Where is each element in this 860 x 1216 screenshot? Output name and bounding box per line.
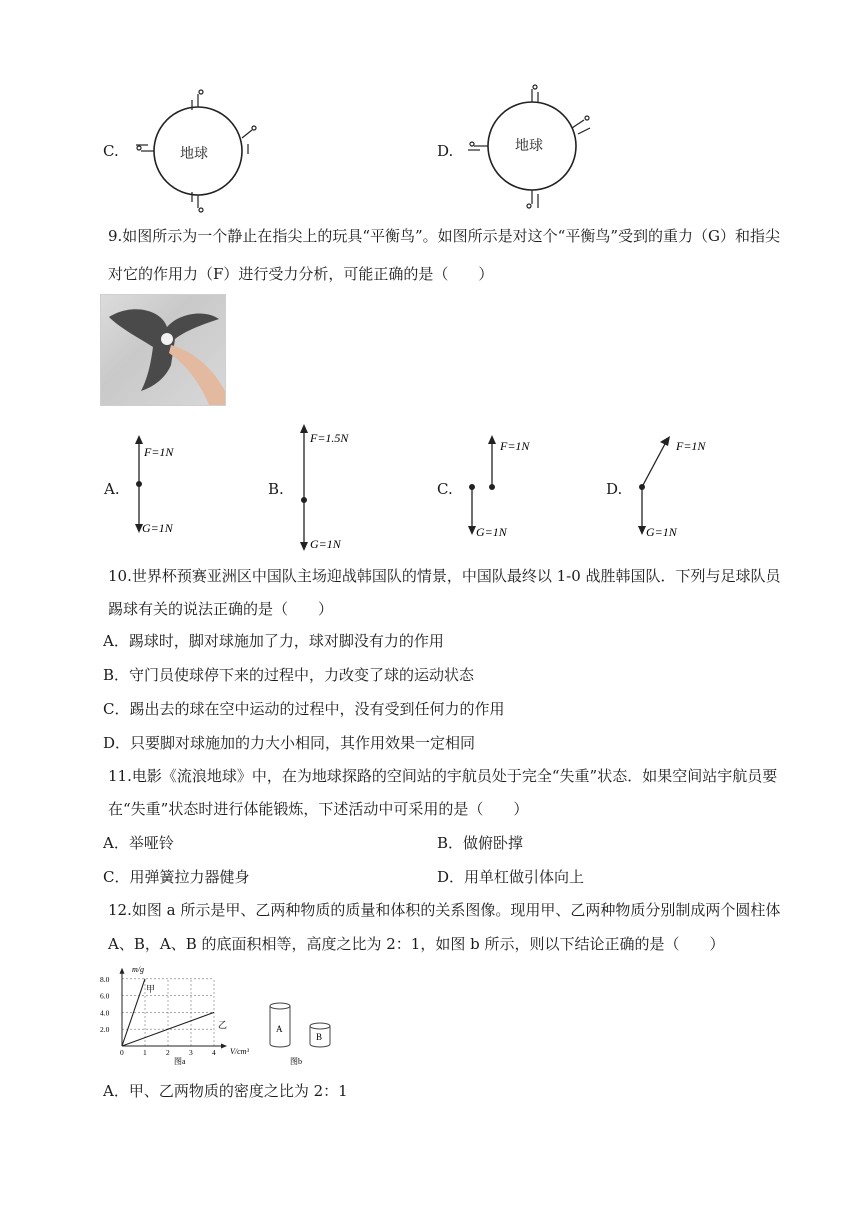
bird-head [161,333,173,345]
q12-stem-line1: 12.如图 a 所示是甲、乙两种物质的质量和体积的关系图像。现用甲、乙两种物质分别制成两个圆柱体 [108,901,781,919]
x-tick-label: 0 [120,1048,124,1057]
y-axis-arrow [120,968,125,974]
q10-stem-line2: 踢球有关的说法正确的是（ ） [108,600,334,618]
q11-option-c: C．用弹簧拉力器健身 [103,868,250,886]
q9-option-c-diagram [462,432,552,542]
force-g-label: G=1N [646,525,677,539]
force-f-label: F=1.5N [310,431,349,445]
q10-option-d: D．只要脚对球施加的力大小相同，其作用效果一定相同 [103,734,476,752]
cylinder-a-label: A [276,1024,283,1034]
q12-stem-line2: A、B，A、B 的底面积相等，高度之比为 2：1，如图 b 所示，则以下结论正确的是（ ） [108,935,725,953]
q11-option-d: D．用单杠做引体向上 [437,868,585,886]
chart-x-axis-label: V/cm³ [230,1047,249,1056]
person-left-icon [468,142,488,150]
figure-a-caption: 图a [174,1057,186,1066]
x-tick-label: 3 [189,1048,193,1057]
q9-option-a-label: A. [104,480,120,498]
q12-option-a: A．甲、乙两物质的密度之比为 2：1 [103,1082,348,1100]
balance-bird-photo [100,294,226,406]
q9-option-d-label: D. [606,480,623,498]
chart-axes [120,968,228,1049]
q11-stem-line2: 在“失重”状态时进行体能锻炼，下述活动中可采用的是（ ） [108,800,529,818]
person-right-icon [572,116,590,134]
q9-stem-line1: 9.如图所示为一个静止在指尖上的玩具“平衡鸟”。如图所示是对这个“平衡鸟”受到的重力（G）和指尖 [108,227,780,245]
figure-b-caption: 图b [290,1057,302,1066]
series-jia-label: 甲 [146,984,156,994]
q9-option-d-diagram [630,432,720,542]
cylinder-b-label: B [316,1032,323,1042]
q10-option-c: C．踢出去的球在空中运动的过程中，没有受到任何力的作用 [103,700,505,718]
y-tick-label: 2.0 [100,1025,110,1035]
earth-label: 地球 [180,147,208,162]
person-left-icon [136,145,154,151]
q10-stem-line1: 10.世界杯预赛亚洲区中国队主场迎战韩国队的情景，中国队最终以 1-0 战胜韩国队．下列与足球队员 [108,567,781,585]
q8-option-c-label: C. [103,142,119,160]
balance-bird-image [101,295,225,405]
cylinders-figure [262,998,342,1068]
mass-volume-chart [98,962,278,1068]
earth-label: 地球 [515,139,543,154]
q10-option-a: A．踢球时，脚对球施加了力，球对脚没有力的作用 [103,632,444,650]
q9-option-a-diagram [126,432,196,542]
series-jia-line [122,979,145,1046]
q8-option-d-diagram [462,84,602,212]
x-tick-label: 1 [143,1048,147,1057]
q9-option-b-label: B. [268,480,284,498]
force-g-label: G=1N [310,537,341,551]
y-tick-label: 6.0 [100,991,110,1001]
x-tick-label: 2 [166,1048,170,1057]
finger [169,345,225,405]
q11-option-a: A．举哑铃 [103,834,174,852]
chart-y-axis-label: m/g [132,965,144,974]
series-yi-label: 乙 [218,1020,228,1030]
q9-option-c-label: C. [437,480,453,498]
y-tick-label: 4.0 [100,1008,110,1018]
force-g-label: G=1N [476,525,507,539]
y-tick-label: 8.0 [100,974,110,984]
person-right-icon [242,126,256,154]
chart-ticks [100,975,216,1057]
q11-option-b: B．做俯卧撑 [437,834,524,852]
force-f-label: F=1N [144,445,174,459]
q9-stem-line2: 对它的作用力（F）进行受力分析，可能正确的是（ ） [108,265,494,283]
person-top-icon [532,85,538,102]
q8-option-d-label: D. [437,142,454,160]
q11-stem-line1: 11.电影《流浪地球》中，在为地球探路的空间站的宇航员处于完全“失重”状态．如果空间站宇航员要 [108,767,778,785]
q9-option-b-diagram [292,420,372,554]
q10-option-b: B．守门员使球停下来的过程中，力改变了球的运动状态 [103,666,475,684]
person-bottom-icon [527,190,538,208]
force-g-label: G=1N [142,521,173,535]
x-tick-label: 4 [212,1048,216,1057]
force-f-label: F=1N [676,439,706,453]
q8-option-c-diagram [130,88,260,214]
x-axis-arrow [221,1044,227,1049]
chart-grid [122,979,214,1046]
force-f-label: F=1N [500,439,530,453]
